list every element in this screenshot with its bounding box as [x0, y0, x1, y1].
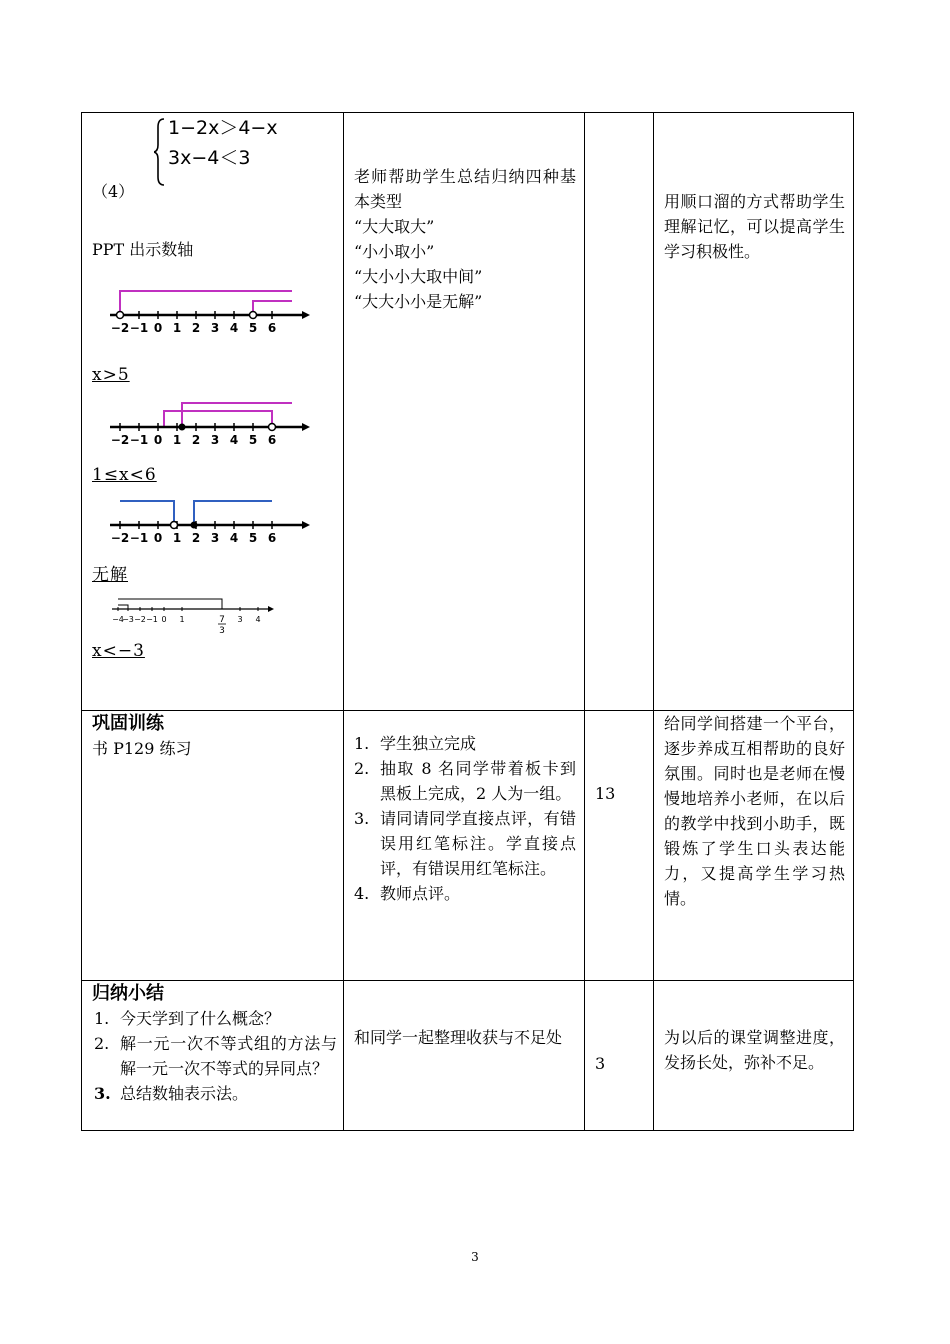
solution-ray-2 [194, 501, 272, 525]
time-cell [585, 981, 654, 1131]
summary-list [86, 1006, 337, 1106]
list-item: 3. 总结数轴表示法。 [94, 1084, 249, 1103]
open-point [269, 424, 276, 431]
purpose-cell [654, 113, 854, 711]
tick-label: 2 [191, 531, 201, 545]
list-item: 2. 抽取 8 名同学带着板卡到黑板上完成，2 人为一组。 [354, 759, 576, 803]
tick-label: 6 [267, 531, 277, 545]
solution-ray-1 [120, 501, 174, 525]
lesson-plan-table [81, 112, 854, 1131]
tick-label: 4 [229, 531, 239, 545]
number-line-1 [102, 283, 312, 335]
tick-label: −1 [146, 615, 158, 624]
tick-label: −2 [110, 433, 130, 447]
teacher-activity-text: 老师帮助学生总结归纳四种基本类型 [354, 167, 576, 211]
tick-label: −4 [112, 615, 124, 624]
section-title: 归纳小结 [92, 983, 164, 1004]
number-line-2 [102, 395, 312, 447]
tick-label: −1 [129, 531, 149, 545]
tick-label: 5 [248, 531, 258, 545]
inequality-2: 3x−4＜3 [168, 147, 251, 169]
tick-label: −2 [110, 531, 130, 545]
answer-2: 1≤x<6 [92, 465, 157, 485]
table-row [82, 113, 854, 711]
section-subtitle: 书 P129 练习 [92, 739, 192, 758]
list-item: 4. 教师点评。 [354, 884, 461, 903]
tick-label: 6 [267, 433, 277, 447]
solution-ray-1 [120, 291, 292, 315]
closed-point [179, 424, 186, 431]
tick-label: −1 [129, 433, 149, 447]
activity-cell [344, 981, 585, 1131]
activity-cell [344, 711, 585, 981]
tick-label: 6 [267, 321, 277, 335]
fraction-numerator: 7 [219, 615, 225, 625]
tick-label: −2 [134, 615, 146, 624]
tick-label: −2 [110, 321, 130, 335]
answer-1: x>5 [92, 365, 130, 385]
tick-label: −1 [129, 321, 149, 335]
rhyme-3: “大小小大取中间” [354, 267, 483, 286]
list-item: 2. 解一元一次不等式组的方法与解一元一次不等式的异同点？ [94, 1034, 337, 1078]
tick-label: 2 [191, 321, 201, 335]
open-point [250, 312, 257, 319]
tick-label: 4 [229, 433, 239, 447]
solution-segment-2 [182, 403, 292, 427]
list-item: 1. 今天学到了什么概念？ [94, 1009, 281, 1028]
ppt-note: PPT 出示数轴 [92, 240, 194, 259]
tick-label: 3 [210, 321, 220, 335]
time-value: 3 [595, 1054, 606, 1073]
tick-label: 1 [172, 531, 182, 545]
tick-label: 5 [248, 433, 258, 447]
number-line-3 [102, 493, 312, 545]
tick-label: 0 [153, 321, 163, 335]
closed-point [191, 522, 198, 529]
purpose-text: 给同学间搭建一个平台，逐步养成互相帮助的良好氛围。同时也是老师在慢慢地培养小老师，在以后的教学中找到小助手，既锻炼了学生口头表达能力，又提高学生学习热情。 [664, 714, 845, 908]
tick-label: 0 [153, 433, 163, 447]
tick-label: 1 [179, 615, 185, 624]
content-cell [82, 113, 344, 711]
list-item: 1. 学生独立完成 [354, 734, 477, 753]
purpose-cell [654, 711, 854, 981]
steps-list [344, 711, 584, 906]
table-row [82, 711, 854, 981]
fraction-denominator: 3 [219, 626, 225, 636]
list-item: 3. 请同请同学直接点评，有错误用红笔标注。学直接点评，有错误用红笔标注。 [354, 809, 576, 878]
tick-label: 4 [229, 321, 239, 335]
open-point [171, 522, 178, 529]
tick-label: 1 [172, 321, 182, 335]
tick-label: 5 [248, 321, 258, 335]
time-cell [585, 113, 654, 711]
tick-label: 4 [255, 615, 261, 624]
tick-label: 2 [191, 433, 201, 447]
tick-label: 1 [172, 433, 182, 447]
rhyme-2: “小小取小” [354, 242, 435, 261]
section-title: 巩固训练 [92, 713, 164, 734]
time-cell [585, 711, 654, 981]
content-cell [82, 981, 344, 1131]
content-cell [82, 711, 344, 981]
purpose-text: 为以后的课堂调整进度，发扬长处，弥补不足。 [664, 1028, 845, 1072]
number-line-4 [110, 591, 280, 637]
purpose-cell [654, 981, 854, 1131]
tick-label: 3 [210, 531, 220, 545]
answer-3: 无解 [92, 565, 128, 585]
table-row [82, 981, 854, 1131]
purpose-text: 用顺口溜的方式帮助学生理解记忆，可以提高学生学习积极性。 [664, 192, 845, 261]
time-value: 13 [595, 784, 616, 803]
activity-text: 和同学一起整理收获与不足处 [354, 1028, 563, 1047]
tick-label: 0 [161, 615, 167, 624]
inequality-1: 1−2x＞4−x [168, 117, 278, 139]
answer-4: x<−3 [92, 641, 145, 661]
activity-cell [344, 113, 585, 711]
rhyme-4: “大大小小是无解” [354, 292, 483, 311]
tick-label: 3 [210, 433, 220, 447]
page-number: 3 [471, 1250, 479, 1264]
tick-label: 0 [153, 531, 163, 545]
inequality-system [168, 113, 278, 173]
tick-label: 3 [237, 615, 243, 624]
rhyme-1: “大大取大” [354, 217, 435, 236]
problem-label: （4） [92, 182, 135, 201]
tick-label: −3 [122, 615, 134, 624]
open-point [117, 312, 124, 319]
brace-icon [154, 117, 166, 187]
